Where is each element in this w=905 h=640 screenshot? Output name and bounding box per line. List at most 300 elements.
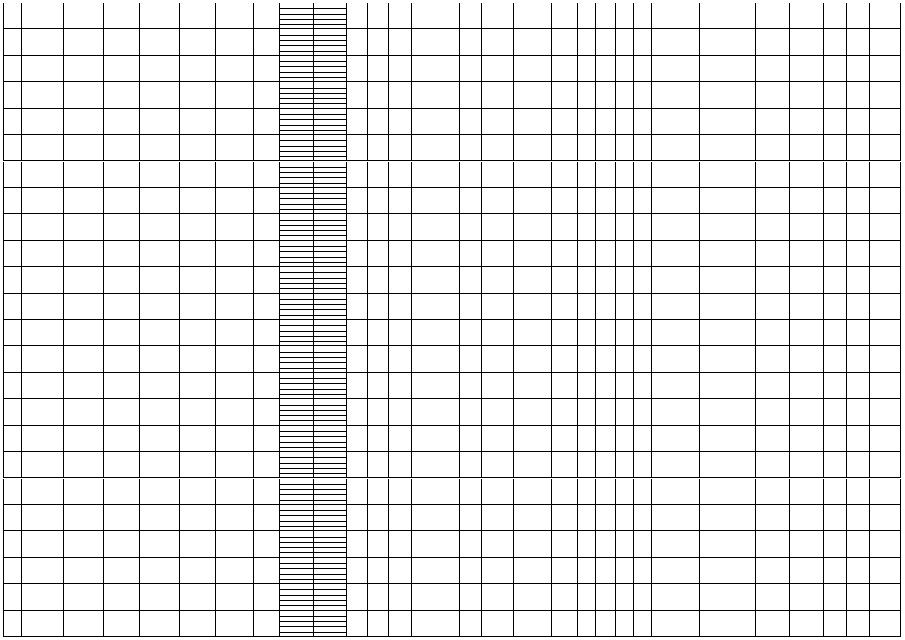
column-line — [595, 399, 596, 425]
column-line — [615, 82, 616, 108]
table-row — [3, 399, 900, 425]
column-line — [313, 214, 314, 240]
column-line — [551, 82, 552, 108]
column-line — [823, 426, 824, 452]
column-line — [21, 452, 22, 478]
column-line — [615, 399, 616, 425]
column-line — [789, 3, 790, 29]
column-line — [3, 29, 4, 55]
column-line — [279, 426, 280, 452]
column-line — [577, 505, 578, 531]
column-line — [253, 584, 254, 610]
column-line — [388, 399, 389, 425]
column-line — [551, 29, 552, 55]
column-line — [823, 452, 824, 478]
column-line — [63, 346, 64, 372]
column-line — [63, 320, 64, 346]
column-line — [139, 241, 140, 267]
column-line — [633, 188, 634, 214]
column-line — [459, 56, 460, 82]
column-line — [459, 584, 460, 610]
column-line — [755, 452, 756, 478]
column-line — [823, 3, 824, 29]
column-line — [103, 294, 104, 320]
column-line — [651, 267, 652, 293]
column-line — [846, 531, 847, 557]
column-line — [513, 214, 514, 240]
column-line — [388, 3, 389, 29]
column-line — [651, 426, 652, 452]
column-line — [869, 505, 870, 531]
column-line — [103, 82, 104, 108]
column-line — [633, 452, 634, 478]
column-line — [595, 479, 596, 505]
column-line — [459, 188, 460, 214]
column-line — [3, 346, 4, 372]
column-line — [615, 611, 616, 637]
column-line — [633, 241, 634, 267]
column-line — [577, 346, 578, 372]
column-line — [633, 56, 634, 82]
sub-row-line — [279, 24, 346, 25]
column-line — [179, 346, 180, 372]
column-line — [139, 346, 140, 372]
column-line — [615, 373, 616, 399]
column-line — [279, 267, 280, 293]
column-line — [551, 426, 552, 452]
column-line — [595, 505, 596, 531]
sub-row-line — [279, 198, 346, 199]
column-line — [21, 320, 22, 346]
column-line — [3, 188, 4, 214]
column-line — [215, 135, 216, 161]
column-line — [900, 373, 901, 399]
column-line — [3, 611, 4, 637]
sub-row-line — [279, 468, 346, 469]
column-line — [595, 82, 596, 108]
column-line — [103, 399, 104, 425]
column-line — [253, 373, 254, 399]
column-line — [63, 188, 64, 214]
column-line — [481, 479, 482, 505]
column-line — [411, 214, 412, 240]
column-line — [846, 109, 847, 135]
column-line — [755, 267, 756, 293]
column-line — [577, 373, 578, 399]
column-line — [615, 558, 616, 584]
column-line — [411, 399, 412, 425]
column-line — [481, 320, 482, 346]
column-line — [411, 162, 412, 188]
table-row — [3, 479, 900, 505]
column-line — [551, 399, 552, 425]
column-line — [823, 109, 824, 135]
column-line — [179, 241, 180, 267]
column-line — [595, 294, 596, 320]
column-line — [346, 611, 347, 637]
column-line — [869, 320, 870, 346]
column-line — [615, 188, 616, 214]
sub-row-line — [279, 484, 346, 485]
column-line — [481, 531, 482, 557]
column-line — [21, 241, 22, 267]
column-line — [846, 267, 847, 293]
column-line — [846, 346, 847, 372]
sub-row-line — [279, 177, 346, 178]
column-line — [513, 3, 514, 29]
column-line — [869, 399, 870, 425]
column-line — [633, 584, 634, 610]
column-line — [313, 267, 314, 293]
column-line — [388, 505, 389, 531]
column-line — [755, 611, 756, 637]
column-line — [313, 162, 314, 188]
column-line — [699, 399, 700, 425]
column-line — [21, 162, 22, 188]
column-line — [755, 558, 756, 584]
column-line — [388, 611, 389, 637]
column-line — [633, 294, 634, 320]
sub-row-line — [279, 8, 346, 9]
column-line — [388, 82, 389, 108]
column-line — [615, 346, 616, 372]
column-line — [139, 479, 140, 505]
table-row — [3, 135, 900, 161]
column-line — [481, 214, 482, 240]
column-line — [313, 320, 314, 346]
column-line — [367, 241, 368, 267]
column-line — [595, 611, 596, 637]
column-line — [789, 320, 790, 346]
column-line — [139, 505, 140, 531]
column-line — [313, 399, 314, 425]
column-line — [411, 452, 412, 478]
column-line — [388, 373, 389, 399]
column-line — [253, 479, 254, 505]
column-line — [253, 267, 254, 293]
column-line — [179, 162, 180, 188]
column-line — [179, 320, 180, 346]
column-line — [388, 531, 389, 557]
column-line — [179, 214, 180, 240]
column-line — [823, 531, 824, 557]
column-line — [411, 479, 412, 505]
column-line — [755, 29, 756, 55]
column-line — [551, 162, 552, 188]
column-line — [313, 109, 314, 135]
sub-row-line — [279, 415, 346, 416]
column-line — [633, 479, 634, 505]
column-line — [699, 82, 700, 108]
column-line — [63, 505, 64, 531]
column-line — [615, 479, 616, 505]
column-line — [513, 162, 514, 188]
sub-row-line — [279, 463, 346, 464]
column-line — [823, 320, 824, 346]
sub-row-line — [279, 309, 346, 310]
column-line — [103, 505, 104, 531]
sub-row-line — [279, 420, 346, 421]
column-line — [551, 294, 552, 320]
column-line — [346, 294, 347, 320]
column-line — [21, 214, 22, 240]
column-line — [615, 29, 616, 55]
column-line — [846, 452, 847, 478]
column-line — [459, 505, 460, 531]
column-line — [481, 162, 482, 188]
column-line — [459, 109, 460, 135]
column-line — [869, 452, 870, 478]
column-line — [823, 267, 824, 293]
column-line — [699, 320, 700, 346]
column-line — [577, 426, 578, 452]
column-line — [179, 558, 180, 584]
column-line — [253, 611, 254, 637]
column-line — [313, 241, 314, 267]
column-line — [577, 611, 578, 637]
column-line — [577, 320, 578, 346]
column-line — [615, 109, 616, 135]
column-line — [411, 584, 412, 610]
column-line — [846, 294, 847, 320]
column-line — [869, 267, 870, 293]
sub-row-line — [279, 605, 346, 606]
table-row — [3, 611, 900, 637]
column-line — [846, 188, 847, 214]
column-line — [367, 29, 368, 55]
sub-row-line — [279, 352, 346, 353]
column-line — [633, 426, 634, 452]
sub-row-line — [279, 225, 346, 226]
column-line — [551, 558, 552, 584]
column-line — [577, 188, 578, 214]
sub-row-line — [279, 442, 346, 443]
column-line — [651, 611, 652, 637]
sub-row-line — [279, 515, 346, 516]
sub-row-line — [279, 378, 346, 379]
table-row — [3, 29, 900, 55]
column-line — [367, 82, 368, 108]
column-line — [823, 241, 824, 267]
column-line — [346, 426, 347, 452]
sub-row-line — [279, 66, 346, 67]
column-line — [411, 558, 412, 584]
row-border — [3, 636, 900, 637]
column-line — [551, 3, 552, 29]
column-line — [21, 135, 22, 161]
column-line — [367, 294, 368, 320]
column-line — [21, 399, 22, 425]
column-line — [900, 346, 901, 372]
column-line — [869, 162, 870, 188]
table-row — [3, 346, 900, 372]
column-line — [789, 214, 790, 240]
sub-row-line — [279, 119, 346, 120]
sub-row-line — [279, 362, 346, 363]
column-line — [3, 241, 4, 267]
column-line — [513, 399, 514, 425]
column-line — [215, 294, 216, 320]
column-line — [346, 373, 347, 399]
column-line — [513, 109, 514, 135]
table-row — [3, 373, 900, 399]
column-line — [279, 479, 280, 505]
column-line — [215, 29, 216, 55]
column-line — [459, 531, 460, 557]
sub-row-line — [279, 51, 346, 52]
column-line — [103, 584, 104, 610]
column-line — [367, 267, 368, 293]
column-line — [139, 584, 140, 610]
column-line — [63, 267, 64, 293]
column-line — [789, 479, 790, 505]
column-line — [900, 267, 901, 293]
column-line — [699, 505, 700, 531]
column-line — [595, 346, 596, 372]
column-line — [63, 373, 64, 399]
column-line — [595, 241, 596, 267]
table-row — [3, 294, 900, 320]
column-line — [179, 294, 180, 320]
table-row — [3, 320, 900, 346]
column-line — [253, 452, 254, 478]
column-line — [459, 346, 460, 372]
column-line — [633, 29, 634, 55]
column-line — [577, 135, 578, 161]
column-line — [823, 399, 824, 425]
sub-row-line — [279, 283, 346, 284]
column-line — [313, 188, 314, 214]
column-line — [253, 399, 254, 425]
column-line — [139, 558, 140, 584]
column-line — [346, 505, 347, 531]
column-line — [279, 162, 280, 188]
column-line — [551, 531, 552, 557]
column-line — [388, 294, 389, 320]
column-line — [900, 162, 901, 188]
column-line — [367, 531, 368, 557]
column-line — [633, 558, 634, 584]
column-line — [823, 584, 824, 610]
column-line — [313, 611, 314, 637]
column-line — [367, 135, 368, 161]
column-line — [699, 241, 700, 267]
sub-row-line — [279, 257, 346, 258]
column-line — [179, 82, 180, 108]
column-line — [900, 320, 901, 346]
column-line — [3, 3, 4, 29]
column-line — [633, 135, 634, 161]
column-line — [3, 479, 4, 505]
sub-row-line — [279, 220, 346, 221]
column-line — [900, 426, 901, 452]
column-line — [279, 373, 280, 399]
column-line — [577, 479, 578, 505]
column-line — [459, 479, 460, 505]
sub-row-line — [279, 394, 346, 395]
column-line — [21, 558, 22, 584]
column-line — [253, 505, 254, 531]
column-line — [869, 109, 870, 135]
column-line — [595, 56, 596, 82]
column-line — [755, 399, 756, 425]
column-line — [551, 505, 552, 531]
column-line — [215, 162, 216, 188]
sub-row-line — [279, 230, 346, 231]
column-line — [823, 135, 824, 161]
column-line — [513, 320, 514, 346]
sub-row-line — [279, 72, 346, 73]
column-line — [595, 188, 596, 214]
column-line — [103, 267, 104, 293]
sub-row-line — [279, 526, 346, 527]
column-line — [577, 584, 578, 610]
column-line — [279, 399, 280, 425]
column-line — [633, 399, 634, 425]
column-line — [481, 241, 482, 267]
column-line — [346, 558, 347, 584]
column-line — [459, 373, 460, 399]
column-line — [481, 294, 482, 320]
column-line — [459, 29, 460, 55]
column-line — [651, 505, 652, 531]
column-line — [789, 109, 790, 135]
column-line — [215, 373, 216, 399]
table-row — [3, 214, 900, 240]
column-line — [651, 346, 652, 372]
column-line — [139, 109, 140, 135]
column-line — [21, 426, 22, 452]
column-line — [411, 29, 412, 55]
column-line — [513, 29, 514, 55]
column-line — [789, 294, 790, 320]
column-line — [900, 611, 901, 637]
column-line — [577, 82, 578, 108]
column-line — [615, 3, 616, 29]
column-line — [481, 346, 482, 372]
sub-row-line — [279, 140, 346, 141]
column-line — [900, 214, 901, 240]
column-line — [846, 426, 847, 452]
column-line — [253, 294, 254, 320]
column-line — [253, 109, 254, 135]
column-line — [789, 267, 790, 293]
sub-row-line — [279, 626, 346, 627]
column-line — [179, 505, 180, 531]
sub-row-line — [279, 537, 346, 538]
column-line — [823, 214, 824, 240]
column-line — [846, 479, 847, 505]
column-line — [633, 373, 634, 399]
column-line — [513, 135, 514, 161]
column-line — [139, 452, 140, 478]
sub-row-line — [279, 114, 346, 115]
column-line — [651, 29, 652, 55]
column-line — [346, 241, 347, 267]
column-line — [215, 320, 216, 346]
column-line — [869, 214, 870, 240]
table-row — [3, 188, 900, 214]
column-line — [411, 241, 412, 267]
column-line — [577, 109, 578, 135]
column-line — [388, 452, 389, 478]
column-line — [789, 188, 790, 214]
column-line — [21, 531, 22, 557]
column-line — [63, 479, 64, 505]
column-line — [411, 135, 412, 161]
column-line — [279, 56, 280, 82]
column-line — [869, 531, 870, 557]
